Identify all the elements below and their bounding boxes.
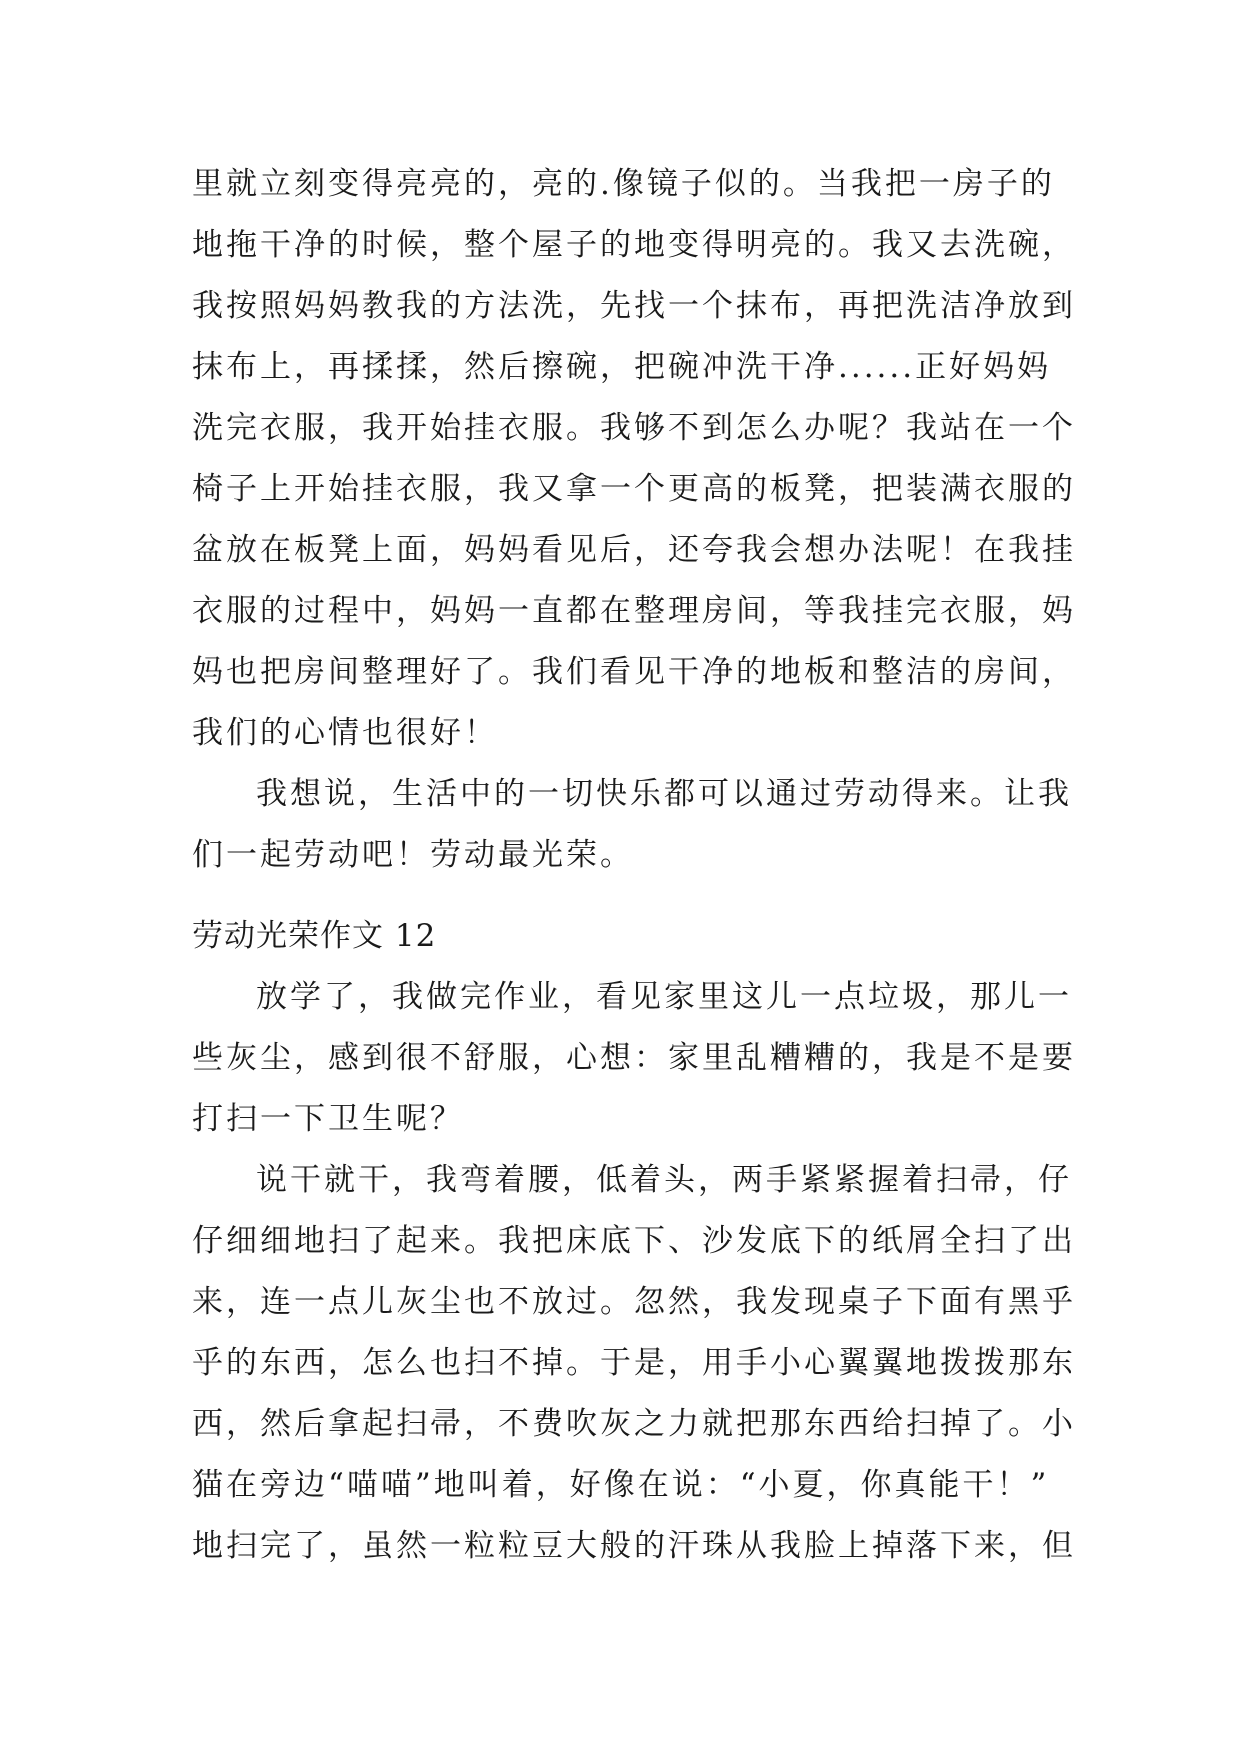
paragraph-line: 地拖干净的时候，整个屋子的地变得明亮的。我又去洗碗， [192,227,1076,263]
paragraph-line: 仔细细地扫了起来。我把床底下、沙发底下的纸屑全扫了出 [192,1223,1076,1259]
paragraph-line: 洗完衣服，我开始挂衣服。我够不到怎么办呢？我站在一个 [192,410,1076,446]
paragraph-line: 打扫一下卫生呢？ [192,1101,464,1137]
paragraph-line: 乎的东西，怎么也扫不掉。于是，用手小心翼翼地拨拨那东 [192,1345,1076,1381]
closing-paragraph-line: 我想说，生活中的一切快乐都可以通过劳动得来。让我 [256,776,1072,812]
paragraph-line: 抹布上，再揉揉，然后擦碗，把碗冲洗干净......正好妈妈 [192,349,1052,385]
paragraph-line: 衣服的过程中，妈妈一直都在整理房间，等我挂完衣服，妈 [192,593,1076,629]
paragraph-line: 地扫完了，虽然一粒粒豆大般的汗珠从我脸上掉落下来，但 [192,1528,1076,1564]
paragraph-line: 放学了，我做完作业，看见家里这儿一点垃圾，那儿一 [256,979,1072,1015]
paragraph-line: 说干就干，我弯着腰，低着头，两手紧紧握着扫帚，仔 [256,1162,1072,1198]
paragraph-line: 妈也把房间整理好了。我们看见干净的地板和整洁的房间， [192,654,1076,690]
paragraph-line: 猫在旁边“喵喵”地叫着，好像在说：“小夏，你真能干！” [192,1467,1050,1503]
essay-title: 劳动光荣作文 12 [192,918,437,954]
paragraph-line: 椅子上开始挂衣服，我又拿一个更高的板凳，把装满衣服的 [192,471,1076,507]
paragraph-line: 些灰尘，感到很不舒服，心想：家里乱糟糟的，我是不是要 [192,1040,1076,1076]
paragraph-line: 来，连一点儿灰尘也不放过。忽然，我发现桌子下面有黑乎 [192,1284,1076,1320]
essay-body [192,967,1076,1577]
paragraph-line: 西，然后拿起扫帚，不费吹灰之力就把那东西给扫掉了。小 [192,1406,1076,1442]
paragraph-line: 我们的心情也很好！ [192,715,498,751]
paragraph-line: 我按照妈妈教我的方法洗，先找一个抹布，再把洗洁净放到 [192,288,1076,324]
paragraph-line: 里就立刻变得亮亮的，亮的.像镜子似的。当我把一房子的 [192,166,1055,202]
essay-continuation [192,154,1076,886]
closing-paragraph-line: 们一起劳动吧！劳动最光荣。 [192,837,634,873]
paragraph-line: 盆放在板凳上面，妈妈看见后，还夸我会想办法呢！在我挂 [192,532,1076,568]
